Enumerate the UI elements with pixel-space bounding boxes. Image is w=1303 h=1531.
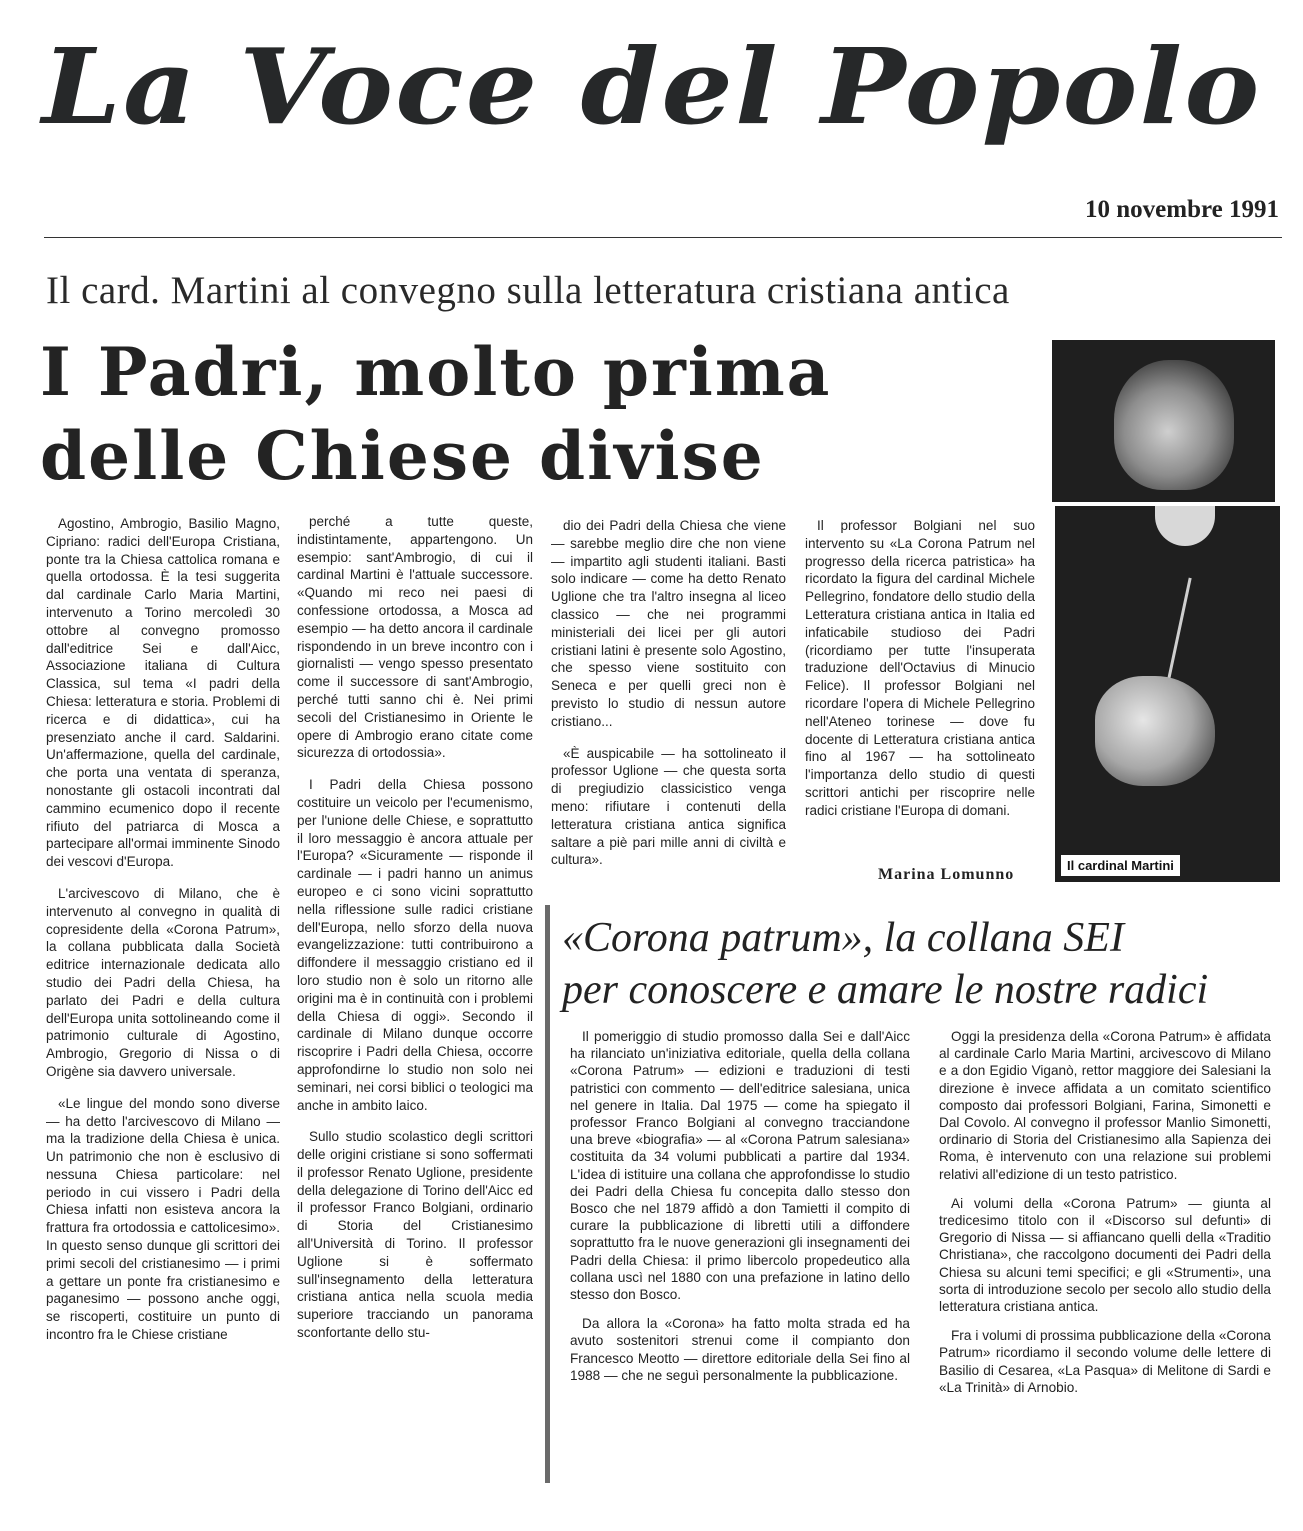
paragraph: I Padri della Chiesa possono costituire un veicolo per l'ecumenismo, per l'unione delle Chiese, e soprattutto il loro messaggio è ancora attuale per l'Europa? «Sicuramente — risponde il cardinale — i padri hanno un animus europeo e ci sono vicini soprattutto nella riflessione sulle radici cristiane dell'Europa, nello sforzo della nuova evangelizzazione: tutti contribuirono a diffondere il messaggio cristiano ed il loro studio non è solo un ritorno alle origini ma è in continuità con i problemi della Chiesa di oggi». Secondo il cardinale di Milano dunque occorre riscoprire i Padri della Chiesa, occorre approfondirne lo studio non solo nei seminari, nei corsi biblici o teologici ma anche in ambito laico. <box>297 777 533 1113</box>
cardinal-photo-bottom <box>1055 506 1280 882</box>
photo-caption: Il cardinal Martini <box>1061 855 1180 876</box>
article-column-2 <box>297 513 533 1356</box>
sidebar-column-1 <box>570 1028 910 1396</box>
header-divider <box>44 237 1282 238</box>
hand-shape <box>1095 676 1215 786</box>
paragraph: Oggi la presidenza della «Corona Patrum» è affidata al cardinale Carlo Maria Martini, arcivescovo di Milano e a don Egidio Viganò, rettor maggiore dei Salesiani la direzione è invece affidata a un comitato scientifico composto dai professori Bolgiani, Farina, Simonetti e Dal Covolo. Al convegno il professor Manlio Simonetti, ordinario di Storia del Cristianesimo alla Sapienza dei Roma, è intervenuto con una relazione sui problemi relativi all'edizione di un testo patristico. <box>939 1029 1271 1182</box>
sidebar-headline-line-2: per conoscere e amare le nostre radici <box>562 967 1209 1013</box>
sidebar-headline <box>562 912 1282 1016</box>
paragraph: dio dei Padri della Chiesa che viene — sarebbe meglio dire che non viene — impartito agli studenti italiani. Basti solo indicare — come ha detto Renato Uglione che tra l'altro insegna al liceo classico — che nei programmi ministeriali dei licei per gli autori cristiani latini è presente solo Agostino, che spesso viene sostituito con Seneca e per quelli greci non è previsto lo studio di nessun autore cristiano... <box>551 518 786 729</box>
cardinal-photo-top <box>1052 340 1275 502</box>
sidebar-headline-line-1: «Corona patrum», la collana SEI <box>562 915 1124 961</box>
headline-line-2: delle Chiese divise <box>40 417 765 495</box>
byline: Marina Lomunno <box>878 866 1015 883</box>
kicker: Il card. Martini al convegno sulla letteratura cristiana antica <box>46 269 1010 312</box>
paragraph: Il professor Bolgiani nel suo intervento su «La Corona Patrum nel progresso della ricerca patristica» ha ricordato la figura del cardinal Michele Pellegrino, fondatore dello studio della Letteratura cristiana antica in Italia ed infaticabile studioso dei Padri (ricordiamo per tutte l'insuperata traduzione dell'Octavius di Minucio Felice). Il professor Bolgiani nel ricordare l'opera di Michele Pellegrino nell'Ateneo torinese — dove fu docente di Letteratura cristiana antica fino al 1967 — ha sottolineato l'importanza dello studio di questi scrittori antichi per riscoprire nelle radici cristiane l'Europa di domani. <box>805 518 1035 818</box>
masthead <box>0 22 1303 152</box>
article-column-1 <box>46 515 280 1358</box>
collar-shape <box>1155 506 1215 546</box>
paragraph: Sullo studio scolastico degli scrittori delle origini cristiane si sono soffermati il professor Renato Uglione, presidente della delegazione di Torino dell'Aicc ed il professor Franco Bolgiani, ordinario di Storia del Cristianesimo all'Università di Torino. Il professor Uglione si è soffermato sull'insegnamento della letteratura cristiana antica nella scuola media superiore tracciando un panorama sconfortante dello stu- <box>297 1129 533 1341</box>
paragraph: L'arcivescovo di Milano, che è intervenuto al convegno in qualità di copresidente della «Corona Patrum», la collana pubblicata dalla Società editrice internazionale dedicata allo studio dei Padri della Chiesa, ha parlato dei Padri e della cultura dell'Europa unita sottolineando come il patrimonio culturale di Agostino, Ambrogio, Gregorio di Nissa o di Origène sia davvero universale. <box>46 885 280 1079</box>
article-column-3 <box>551 517 786 883</box>
paragraph: «È auspicabile — ha sottolineato il professor Uglione — che questa sorta di pregiudizio classicistico venga meno: rifiutare i contenuti della letteratura cristiana antica significa saltare a piè pari mille anni di civiltà e cultura». <box>551 745 786 868</box>
sidebar-vertical-rule <box>545 905 550 1483</box>
paragraph: Ai volumi della «Corona Patrum» — giunta al tredicesimo titolo con il «Discorso sul defunti» di Gregorio di Nissa — si affiancano quelli della «Traditio Christiana», che raccolgono documenti dei Padri della Chiesa su alcuni temi specifici; e gli «Strumenti», una sorta di introduzione secolo per secolo allo studio della letteratura cristiana antica. <box>939 1195 1271 1315</box>
paragraph: Il pomeriggio di studio promosso dalla Sei e dall'Aicc ha rilanciato un'iniziativa editoriale, quella della collana «Corona Patrum» — edizioni e traduzioni di testi patristici con commento — dell'editrice salesiana, unica nel genere in Italia. Dal 1975 — come ha spiegato il professor Franco Bolgiani al convegno tracciandone una breve «biografia» — al «Corona Patrum salesiana» costituita da 34 volumi pubblicati a partire dal 1934. L'idea di istituire una collana che approfondisse lo studio dei Padri della Chiesa fu concepita dallo stesso don Bosco che nel 1879 affidò a don Tamietti il compito di curare la pubblicazione di libretti utili a diffondere soprattutto fra le nuove generazioni gli insegnamenti dei Padri della Chiesa: il primo libercolo propedeutico alla collana uscì nel 1880 con una prefazione in latino dello stesso don Bosco. <box>570 1029 910 1303</box>
face-shape <box>1114 360 1234 490</box>
sidebar-column-2 <box>939 1028 1271 1408</box>
issue-date: 10 novembre 1991 <box>1085 196 1279 223</box>
paragraph: perché a tutte queste, indistintamente, appartengono. Un esempio: sant'Ambrogio, di cui il cardinal Martini è l'attuale successore. «Quando mi reco nei paesi di confessione ortodossa, a Mosca ad esempio — ha detto ancora il cardinale rispondendo in un breve incontro con i giornalisti — vengo spesso presentato come il successore di sant'Ambrogio, perché tutti sanno chi è. Nei primi secoli del Cristianesimo in Oriente le opere di Ambrogio erano citate come sicurezza di ortodossia». <box>297 514 533 761</box>
paragraph: Agostino, Ambrogio, Basilio Magno, Cipriano: radici dell'Europa Cristiana, ponte tra la Chiesa cattolica romana e quella ortodossa. È la tesi suggerita dal cardinale Carlo Maria Martini, intervenuto a Torino mercoledì 30 ottobre al convegno promosso dall'editrice Sei e dall'Aicc, Associazione italiana di Cultura Classica, sul tema «I padri della Chiesa: letteratura e storia. Problemi di ricerca e di didattica», cui ha presenziato anche il card. Saldarini. Un'affermazione, quella del cardinale, che porta una ventata di speranza, nonostante gli ostacoli incontrati dal cammino ecumenico dopo il recente rifiuto del patriarca di Mosca a partecipare all'ormai imminente Sinodo dei vescovi d'Europa. <box>46 516 280 870</box>
newspaper-title: La Voce del Popolo <box>41 25 1262 148</box>
paragraph: Da allora la «Corona» ha fatto molta strada ed ha avuto sostenitori strenui come il compianto don Francesco Meotto — direttore editoriale della Sei fino al 1988 — che ne seguì personalmente la pubblicazione. <box>570 1316 910 1383</box>
paragraph: «Le lingue del mondo sono diverse — ha detto l'arcivescovo di Milano — ma la tradizione della Chiesa è unica. Un patrimonio che non è esclusivo di nessuna Chiesa particolare: nel periodo in cui vissero i Padri della Chiesa infatti non esisteva ancora la frattura fra ortodossia e cattolicesimo». In questo senso dunque gli scrittori dei primi secoli del cristianesimo — i primi a gettare un ponte fra cristianesimo e paganesimo — possono anche oggi, se riscoperti, costituire un punto di incontro fra le Chiese cristiane <box>46 1095 280 1343</box>
headline-line-1: I Padri, molto prima <box>40 333 832 411</box>
paragraph: Fra i volumi di prossima pubblicazione della «Corona Patrum» ricordiamo il secondo volume delle lettere di Basilio di Cesarea, «La Pasqua» di Melitone di Sardi e «La Trinità» di Arnobio. <box>939 1328 1271 1395</box>
main-headline <box>40 330 1040 498</box>
article-column-4 <box>805 517 1035 834</box>
